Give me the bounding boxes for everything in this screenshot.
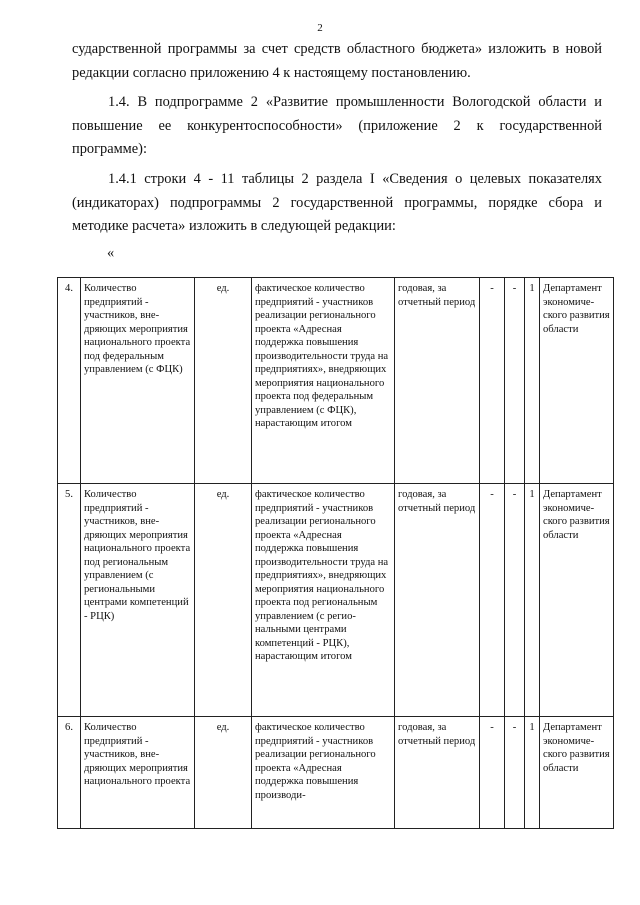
row-number: 6. bbox=[58, 717, 81, 829]
periodicity: годовая, за отчетный период bbox=[395, 484, 480, 717]
unit-of-measure: ед. bbox=[195, 278, 252, 484]
cell-col6: - bbox=[480, 278, 505, 484]
indicator-definition: фактическое количество предприятий - участников реализации регионального проекта «Адресная поддержка повышения производительности труда на предприятиях», внедряющих мероприятия национального проекта под федеральным управлением (с ФЦК), нарастающим итогом bbox=[252, 278, 395, 484]
periodicity: годовая, за отчетный период bbox=[395, 717, 480, 829]
page-number: 2 bbox=[317, 22, 323, 34]
row-number: 5. bbox=[58, 484, 81, 717]
table-row bbox=[58, 484, 614, 717]
unit-of-measure: ед. bbox=[195, 484, 252, 717]
periodicity: годовая, за отчетный период bbox=[395, 278, 480, 484]
responsible-body: Департамент экономического развития области bbox=[540, 484, 614, 717]
cell-col7: - bbox=[505, 278, 525, 484]
opening-quote-mark: « bbox=[107, 245, 115, 261]
responsible-body: Департамент экономического развития области bbox=[540, 717, 614, 829]
paragraph-continuation: сударственной программы за счет средств областного бюджета» изложить в новой редакции согласно приложению 4 к настоящему постановлению. bbox=[72, 41, 602, 81]
paragraph-item-1-4: 1.4. В подпрограмме 2 «Развитие промышленности Вологодской области и повышение ее конкурентоспособности» (приложение 2 к государственной программе): bbox=[72, 94, 602, 157]
paragraph-item-1-4-1: 1.4.1 строки 4 - 11 таблицы 2 раздела I «Сведения о целевых показателях (индикаторах) подпрограммы 2 государственной программы, порядке сбора и методике расчета» изложить в следующей редакции: bbox=[72, 171, 602, 234]
cell-col8: 1 bbox=[525, 717, 540, 829]
cell-col7: - bbox=[505, 717, 525, 829]
indicator-name: Количество предприятий - участников, внедряющих мероприятия национального проекта под региональным управлением (с региональными центрами компетенций - РЦК) bbox=[81, 484, 195, 717]
cell-col8: 1 bbox=[525, 484, 540, 717]
table-row bbox=[58, 278, 614, 484]
unit-of-measure: ед. bbox=[195, 717, 252, 829]
indicator-definition: фактическое количество предприятий - участников реализации регионального проекта «Адресная поддержка повышения производительности труда на предприятиях», внедряющих мероприятия национального проекта под региональным управлением (с региональными центрами компетенций - РЦК), нарастающим итогом bbox=[252, 484, 395, 717]
indicator-name: Количество предприятий - участников, внедряющих мероприятия национального проекта под федеральным управлением (с ФЦК) bbox=[81, 278, 195, 484]
table-row bbox=[58, 717, 614, 829]
cell-col7: - bbox=[505, 484, 525, 717]
row-number: 4. bbox=[58, 278, 81, 484]
cell-col8: 1 bbox=[525, 278, 540, 484]
responsible-body: Департамент экономического развития области bbox=[540, 278, 614, 484]
indicator-definition: фактическое количество предприятий - участников реализации регионального проекта «Адресная поддержка повышения производи- bbox=[252, 717, 395, 829]
indicators-table bbox=[57, 277, 614, 829]
cell-col6: - bbox=[480, 717, 505, 829]
cell-col6: - bbox=[480, 484, 505, 717]
indicator-name: Количество предприятий - участников, внедряющих мероприятия национального проекта bbox=[81, 717, 195, 829]
